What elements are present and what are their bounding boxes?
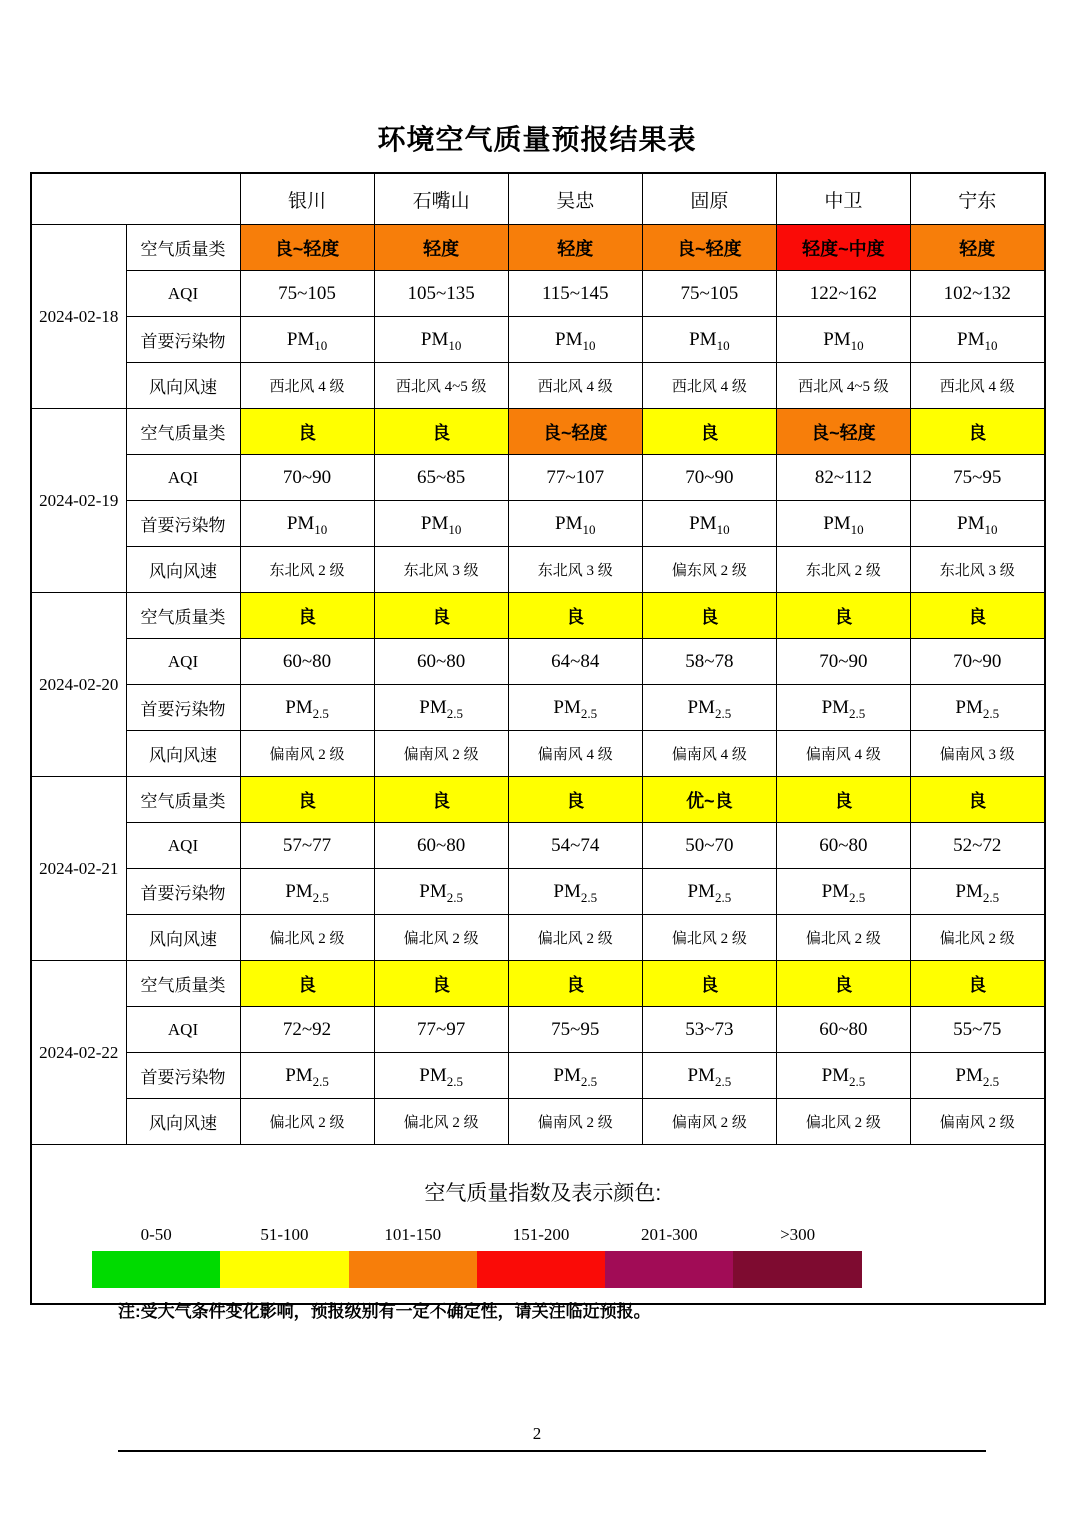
pollutant-base: PM (957, 328, 985, 350)
pollutant-base: PM (687, 696, 715, 718)
quality-cell: 良 (910, 961, 1044, 1007)
row-label-pollutant: 首要污染物 (126, 869, 240, 915)
pollutant-cell (776, 869, 910, 915)
pollutant-subscript: 2.5 (982, 889, 1000, 905)
pollutant-cell (240, 317, 374, 363)
pollutant-subscript: 2.5 (312, 705, 329, 721)
wind-cell: 偏南风 4 级 (776, 731, 910, 777)
table-row (31, 593, 1045, 639)
pollutant-subscript: 2.5 (849, 705, 866, 721)
quality-cell: 优~良 (642, 777, 776, 823)
note-text: 注:受大气条件变化影响，预报级别有一定不确定性，请关注临近预报。 (118, 1302, 651, 1321)
pollutant-cell (508, 1053, 642, 1099)
pollutant-cell (910, 685, 1044, 731)
pollutant-cell (776, 685, 910, 731)
pollutant-subscript: 10 (716, 337, 730, 353)
pollutant-cell (508, 869, 642, 915)
legend-labels (92, 1225, 1044, 1245)
pollutant-subscript: 10 (582, 337, 596, 353)
page-number: 2 (532, 1424, 542, 1443)
date-cell: 2024-02-19 (31, 409, 126, 593)
wind-cell: 西北风 4 级 (910, 363, 1044, 409)
aqi-cell: 55~75 (910, 1007, 1044, 1053)
pollutant-subscript: 10 (850, 521, 864, 537)
legend-swatches (92, 1251, 1044, 1288)
pollutant-base: PM (957, 512, 985, 534)
table-row (31, 271, 1045, 317)
pollutant-cell (776, 1053, 910, 1099)
aqi-cell: 75~95 (910, 455, 1044, 501)
aqi-cell: 58~78 (642, 639, 776, 685)
pollutant-subscript: 2.5 (580, 889, 598, 905)
quality-cell: 良 (508, 961, 642, 1007)
pollutant-cell (642, 869, 776, 915)
pollutant-subscript: 2.5 (714, 705, 732, 721)
wind-cell: 偏南风 2 级 (642, 1099, 776, 1145)
quality-cell: 良 (374, 777, 508, 823)
date-cell: 2024-02-18 (31, 225, 126, 409)
wind-cell: 西北风 4 级 (508, 363, 642, 409)
wind-cell: 东北风 3 级 (374, 547, 508, 593)
pollutant-subscript: 10 (984, 521, 998, 537)
quality-cell: 良 (776, 777, 910, 823)
row-label-pollutant: 首要污染物 (126, 317, 240, 363)
page-title: 环境空气质量预报结果表 (377, 125, 697, 156)
aqi-cell: 53~73 (642, 1007, 776, 1053)
city-header-0: 银川 (240, 173, 374, 225)
wind-cell: 偏北风 2 级 (776, 1099, 910, 1145)
legend-range-label-5: >300 (780, 1224, 816, 1244)
pollutant-base: PM (553, 880, 581, 902)
quality-cell: 良 (642, 409, 776, 455)
legend-swatch-3 (477, 1251, 605, 1288)
table-row (31, 1053, 1045, 1099)
pollutant-cell (642, 317, 776, 363)
row-label-wind: 风向风速 (126, 1099, 240, 1145)
wind-cell: 偏南风 4 级 (508, 731, 642, 777)
quality-cell: 良 (910, 593, 1044, 639)
wind-cell: 偏南风 2 级 (374, 731, 508, 777)
date-cell: 2024-02-22 (31, 961, 126, 1145)
pollutant-cell (374, 869, 508, 915)
wind-cell: 西北风 4~5 级 (776, 363, 910, 409)
quality-cell: 轻度 (508, 225, 642, 271)
table-row (31, 317, 1045, 363)
pollutant-subscript: 2.5 (982, 705, 1000, 721)
wind-cell: 东北风 3 级 (910, 547, 1044, 593)
pollutant-cell (374, 501, 508, 547)
wind-cell: 偏北风 2 级 (910, 915, 1044, 961)
wind-cell: 东北风 2 级 (240, 547, 374, 593)
quality-cell: 良~轻度 (642, 225, 776, 271)
quality-cell: 良 (508, 593, 642, 639)
pollutant-subscript: 2.5 (446, 889, 463, 905)
pollutant-base: PM (285, 1064, 313, 1086)
pollutant-base: PM (823, 328, 851, 350)
pollutant-cell (374, 1053, 508, 1099)
row-label-quality: 空气质量类 (126, 593, 240, 639)
pollutant-base: PM (821, 696, 850, 718)
aqi-cell: 75~95 (508, 1007, 642, 1053)
pollutant-base: PM (821, 1064, 850, 1086)
table-row (31, 731, 1045, 777)
pollutant-subscript: 2.5 (714, 1073, 732, 1089)
aqi-cell: 70~90 (910, 639, 1044, 685)
wind-cell: 偏北风 2 级 (642, 915, 776, 961)
quality-cell: 良 (910, 777, 1044, 823)
pollutant-cell (508, 501, 642, 547)
pollutant-base: PM (555, 328, 583, 350)
table-row (31, 639, 1045, 685)
pollutant-cell (240, 869, 374, 915)
table-row (31, 915, 1045, 961)
row-label-aqi: AQI (126, 271, 240, 317)
aqi-cell: 50~70 (642, 823, 776, 869)
forecast-table-body (31, 173, 1045, 1304)
city-header-2: 吴忠 (508, 173, 642, 225)
row-label-quality: 空气质量类 (126, 961, 240, 1007)
table-row (31, 823, 1045, 869)
pollutant-subscript: 10 (448, 521, 462, 537)
pollutant-base: PM (687, 1064, 715, 1086)
wind-cell: 西北风 4 级 (240, 363, 374, 409)
table-row (31, 225, 1045, 271)
wind-cell: 偏北风 2 级 (240, 1099, 374, 1145)
row-label-wind: 风向风速 (126, 547, 240, 593)
table-row (31, 1099, 1045, 1145)
pollutant-base: PM (420, 328, 449, 350)
aqi-cell: 64~84 (508, 639, 642, 685)
pollutant-base: PM (689, 328, 717, 350)
pollutant-base: PM (286, 512, 315, 534)
pollutant-base: PM (555, 512, 583, 534)
aqi-cell: 70~90 (776, 639, 910, 685)
quality-cell: 良 (642, 961, 776, 1007)
pollutant-cell (240, 1053, 374, 1099)
table-row (31, 777, 1045, 823)
pollutant-base: PM (955, 696, 983, 718)
pollutant-subscript: 10 (314, 521, 328, 537)
legend-range-label-4: 201-300 (641, 1224, 698, 1244)
pollutant-subscript: 2.5 (446, 1073, 463, 1089)
table-row (31, 363, 1045, 409)
aqi-cell: 70~90 (240, 455, 374, 501)
pollutant-base: PM (687, 880, 715, 902)
aqi-cell: 105~135 (374, 271, 508, 317)
pollutant-cell (642, 501, 776, 547)
wind-cell: 偏南风 2 级 (240, 731, 374, 777)
legend-swatch-5 (733, 1251, 861, 1288)
aqi-cell: 60~80 (374, 639, 508, 685)
pollutant-subscript: 2.5 (849, 889, 866, 905)
legend-swatch-2 (349, 1251, 477, 1288)
row-label-wind: 风向风速 (126, 915, 240, 961)
pollutant-subscript: 2.5 (714, 889, 732, 905)
quality-cell: 良 (776, 961, 910, 1007)
corner-cell (31, 173, 240, 225)
pollutant-subscript: 2.5 (312, 1073, 329, 1089)
pollutant-base: PM (553, 696, 581, 718)
wind-cell: 西北风 4 级 (642, 363, 776, 409)
aqi-cell: 122~162 (776, 271, 910, 317)
aqi-cell: 60~80 (240, 639, 374, 685)
row-label-pollutant: 首要污染物 (126, 685, 240, 731)
pollutant-cell (374, 317, 508, 363)
pollutant-subscript: 10 (984, 337, 998, 353)
pollutant-base: PM (553, 1064, 581, 1086)
wind-cell: 东北风 3 级 (508, 547, 642, 593)
quality-cell: 良 (240, 593, 374, 639)
row-label-aqi: AQI (126, 455, 240, 501)
forecast-table (30, 172, 1046, 1305)
pollutant-subscript: 2.5 (849, 1073, 866, 1089)
pollutant-subscript: 10 (582, 521, 596, 537)
wind-cell: 偏南风 3 级 (910, 731, 1044, 777)
pollutant-base: PM (689, 512, 717, 534)
pollutant-subscript: 10 (314, 337, 328, 353)
pollutant-base: PM (955, 1064, 983, 1086)
row-label-wind: 风向风速 (126, 731, 240, 777)
pollutant-cell (240, 685, 374, 731)
row-label-aqi: AQI (126, 823, 240, 869)
pollutant-cell (374, 685, 508, 731)
pollutant-base: PM (419, 696, 447, 718)
aqi-cell: 115~145 (508, 271, 642, 317)
aqi-cell: 60~80 (776, 1007, 910, 1053)
table-row (31, 685, 1045, 731)
pollutant-subscript: 10 (850, 337, 864, 353)
city-header-4: 中卫 (776, 173, 910, 225)
quality-cell: 轻度~中度 (776, 225, 910, 271)
quality-cell: 良 (240, 961, 374, 1007)
pollutant-base: PM (285, 696, 313, 718)
quality-cell: 轻度 (374, 225, 508, 271)
legend-range-label-0: 0-50 (140, 1224, 172, 1244)
wind-cell: 偏南风 4 级 (642, 731, 776, 777)
footer-rule (118, 1450, 986, 1452)
pollutant-cell (508, 317, 642, 363)
pollutant-subscript: 2.5 (446, 705, 463, 721)
pollutant-subscript: 2.5 (580, 1073, 598, 1089)
pollutant-cell (910, 869, 1044, 915)
aqi-cell: 82~112 (776, 455, 910, 501)
table-row (31, 409, 1045, 455)
row-label-aqi: AQI (126, 1007, 240, 1053)
table-row (31, 501, 1045, 547)
table-row (31, 961, 1045, 1007)
wind-cell: 西北风 4~5 级 (374, 363, 508, 409)
pollutant-cell (776, 317, 910, 363)
table-row (31, 547, 1045, 593)
wind-cell: 偏北风 2 级 (374, 1099, 508, 1145)
aqi-cell: 102~132 (910, 271, 1044, 317)
aqi-cell: 52~72 (910, 823, 1044, 869)
row-label-quality: 空气质量类 (126, 225, 240, 271)
aqi-cell: 65~85 (374, 455, 508, 501)
pollutant-cell (910, 317, 1044, 363)
pollutant-base: PM (823, 512, 851, 534)
quality-cell: 良 (240, 777, 374, 823)
aqi-cell: 77~97 (374, 1007, 508, 1053)
legend-section (31, 1145, 1045, 1305)
legend-swatch-4 (605, 1251, 733, 1288)
legend-range-label-1: 51-100 (260, 1224, 309, 1244)
legend-range-label-2: 101-150 (384, 1224, 442, 1244)
quality-cell: 良 (240, 409, 374, 455)
row-label-quality: 空气质量类 (126, 777, 240, 823)
aqi-cell: 57~77 (240, 823, 374, 869)
quality-cell: 良 (374, 593, 508, 639)
city-header-5: 宁东 (910, 173, 1044, 225)
table-row (31, 455, 1045, 501)
pollutant-subscript: 2.5 (982, 1073, 1000, 1089)
quality-cell: 良 (508, 777, 642, 823)
aqi-cell: 54~74 (508, 823, 642, 869)
quality-cell: 良 (374, 961, 508, 1007)
quality-cell: 良~轻度 (240, 225, 374, 271)
pollutant-base: PM (419, 880, 447, 902)
legend-swatch-1 (220, 1251, 348, 1288)
pollutant-base: PM (955, 880, 983, 902)
pollutant-cell (642, 1053, 776, 1099)
pollutant-subscript: 10 (448, 337, 462, 353)
aqi-cell: 70~90 (642, 455, 776, 501)
quality-cell: 良~轻度 (776, 409, 910, 455)
row-label-pollutant: 首要污染物 (126, 1053, 240, 1099)
pollutant-subscript: 2.5 (312, 889, 329, 905)
city-header-3: 固原 (642, 173, 776, 225)
date-cell: 2024-02-20 (31, 593, 126, 777)
pollutant-cell (910, 1053, 1044, 1099)
quality-cell: 良 (776, 593, 910, 639)
quality-cell: 轻度 (910, 225, 1044, 271)
pollutant-cell (240, 501, 374, 547)
pollutant-base: PM (821, 880, 850, 902)
aqi-cell: 75~105 (240, 271, 374, 317)
pollutant-subscript: 2.5 (580, 705, 598, 721)
legend-range-label-3: 151-200 (512, 1224, 570, 1244)
pollutant-subscript: 10 (716, 521, 730, 537)
wind-cell: 偏北风 2 级 (776, 915, 910, 961)
aqi-cell: 77~107 (508, 455, 642, 501)
quality-cell: 良~轻度 (508, 409, 642, 455)
aqi-cell: 60~80 (776, 823, 910, 869)
pollutant-base: PM (419, 1064, 447, 1086)
date-cell: 2024-02-21 (31, 777, 126, 961)
row-label-aqi: AQI (126, 639, 240, 685)
quality-cell: 良 (374, 409, 508, 455)
quality-cell: 良 (642, 593, 776, 639)
aqi-cell: 75~105 (642, 271, 776, 317)
pollutant-base: PM (286, 328, 315, 350)
wind-cell: 偏北风 2 级 (508, 915, 642, 961)
wind-cell: 偏东风 2 级 (642, 547, 776, 593)
quality-cell: 良 (910, 409, 1044, 455)
pollutant-base: PM (420, 512, 449, 534)
wind-cell: 东北风 2 级 (776, 547, 910, 593)
pollutant-cell (508, 685, 642, 731)
pollutant-cell (910, 501, 1044, 547)
wind-cell: 偏北风 2 级 (374, 915, 508, 961)
table-row (31, 1007, 1045, 1053)
table-row (31, 869, 1045, 915)
row-label-wind: 风向风速 (126, 363, 240, 409)
legend-row (31, 1145, 1045, 1305)
aqi-cell: 72~92 (240, 1007, 374, 1053)
aqi-cell: 60~80 (374, 823, 508, 869)
wind-cell: 偏南风 2 级 (910, 1099, 1044, 1145)
pollutant-cell (642, 685, 776, 731)
pollutant-base: PM (285, 880, 313, 902)
legend-title: 空气质量指数及表示颜色: (424, 1181, 662, 1205)
row-label-quality: 空气质量类 (126, 409, 240, 455)
pollutant-cell (776, 501, 910, 547)
wind-cell: 偏北风 2 级 (240, 915, 374, 961)
row-label-pollutant: 首要污染物 (126, 501, 240, 547)
wind-cell: 偏南风 2 级 (508, 1099, 642, 1145)
legend-swatch-0 (92, 1251, 220, 1288)
city-header-1: 石嘴山 (374, 173, 508, 225)
